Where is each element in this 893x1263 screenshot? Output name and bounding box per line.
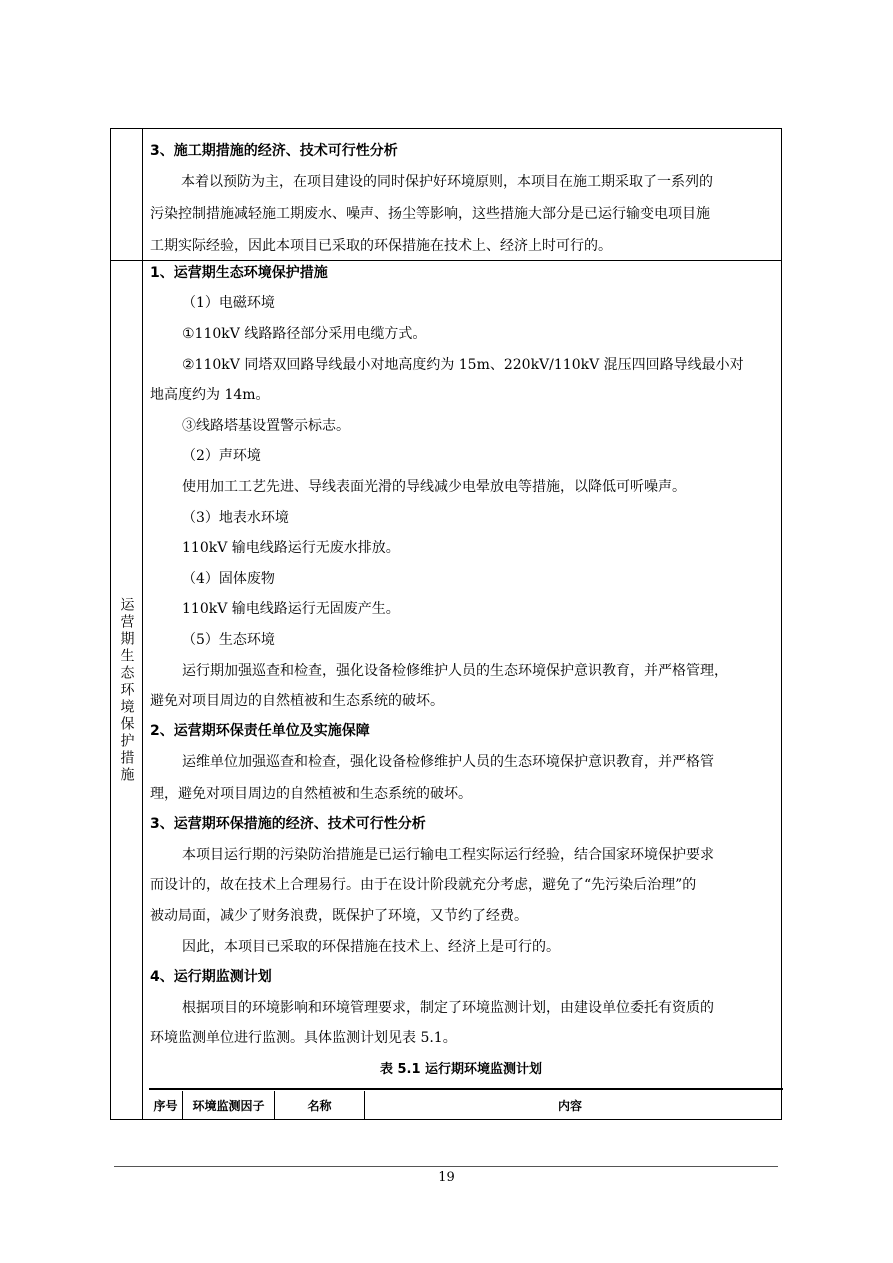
water-text: 110kV 输电线路运行无废水排放。 xyxy=(182,540,400,556)
page-number: 19 xyxy=(438,1170,455,1185)
feas-text-a: 本项目运行期的污染防治措施是已运行输电工程实际运行经验，结合国家环境保护要求 xyxy=(182,847,714,863)
row-divider xyxy=(111,260,781,261)
table-header-cell: 内容 xyxy=(557,1098,582,1113)
table-top-rule xyxy=(149,1088,783,1090)
table-caption: 表 5.1 运行期环境监测计划 xyxy=(379,1062,543,1077)
paragraph-line: 本着以预防为主，在项目建设的同时保护好环境原则，本项目在施工期采取了一系列的 xyxy=(181,174,713,190)
section-side-label xyxy=(111,261,142,1119)
paragraph-line: 污染控制措施减轻施工期废水、噪声、扬尘等影响，这些措施大部分是已运行输变电项目施 xyxy=(150,206,710,222)
column-divider xyxy=(142,129,143,1119)
feas-text-b: 而设计的，故在技术上合理易行。由于在设计阶段就充分考虑，避免了“先污染后治理”的 xyxy=(150,877,697,893)
operation-heading-3: 3、运营期环保措施的经济、技术可行性分析 xyxy=(150,816,426,832)
eco-title: （5）生态环境 xyxy=(182,632,275,648)
em-item-3: ③线路塔基设置警示标志。 xyxy=(182,418,350,434)
eco-text-b: 避免对项目周边的自然植被和生态系统的破坏。 xyxy=(150,693,444,709)
em-item-2a: ②110kV 同塔双回路导线最小对地高度约为 15m、220kV/110kV 混压四回路导线最小对 xyxy=(182,357,744,373)
monitor-text-a: 根据项目的环境影响和环境管理要求，制定了环境监测计划，由建设单位委托有资质的 xyxy=(182,1000,714,1016)
table-header-cell: 序号 xyxy=(149,1091,183,1119)
operation-heading-4: 4、运行期监测计划 xyxy=(150,969,272,985)
water-title: （3）地表水环境 xyxy=(182,510,289,526)
noise-title: （2）声环境 xyxy=(182,448,261,464)
monitor-text-b: 环境监测单位进行监测。具体监测计划见表 5.1。 xyxy=(150,1030,457,1046)
table-header-cell: 环境监测因子 xyxy=(183,1091,275,1119)
resp-text-a: 运维单位加强巡查和检查，强化设备检修维护人员的生态环境保护意识教育，并严格管 xyxy=(182,754,714,770)
paragraph-line: 工期实际经验，因此本项目已采取的环保措施在技术上、经济上时可行的。 xyxy=(150,238,612,254)
feas-text-c: 被动局面，减少了财务浪费，既保护了环境，又节约了经费。 xyxy=(150,908,528,924)
waste-text: 110kV 输电线路运行无固废产生。 xyxy=(182,601,400,617)
table-header-row xyxy=(149,1091,775,1119)
construction-heading: 3、施工期措施的经济、技术可行性分析 xyxy=(150,143,398,159)
waste-title: （4）固体废物 xyxy=(182,571,275,587)
em-item-1: ①110kV 线路路径部分采用电缆方式。 xyxy=(182,326,427,342)
operation-heading-1: 1、运营期生态环境保护措施 xyxy=(150,265,328,281)
side-label-text: 运营期生态环境保护措施 xyxy=(118,596,135,784)
operation-heading-2: 2、运营期环保责任单位及实施保障 xyxy=(150,723,370,739)
footer-rule xyxy=(114,1166,778,1167)
noise-text: 使用加工工艺先进、导线表面光滑的导线减少电晕放电等措施，以降低可听噪声。 xyxy=(182,479,686,495)
em-title: （1）电磁环境 xyxy=(182,295,275,311)
resp-text-b: 理，避免对项目周边的自然植被和生态系统的破坏。 xyxy=(150,786,472,802)
em-item-2b: 地高度约为 14m。 xyxy=(150,387,270,403)
table-header-cell: 名称 xyxy=(275,1091,365,1119)
eco-text-a: 运行期加强巡查和检查，强化设备检修维护人员的生态环境保护意识教育，并严格管理， xyxy=(182,663,728,679)
feas-text-d: 因此，本项目已采取的环保措施在技术上、经济上是可行的。 xyxy=(182,939,560,955)
